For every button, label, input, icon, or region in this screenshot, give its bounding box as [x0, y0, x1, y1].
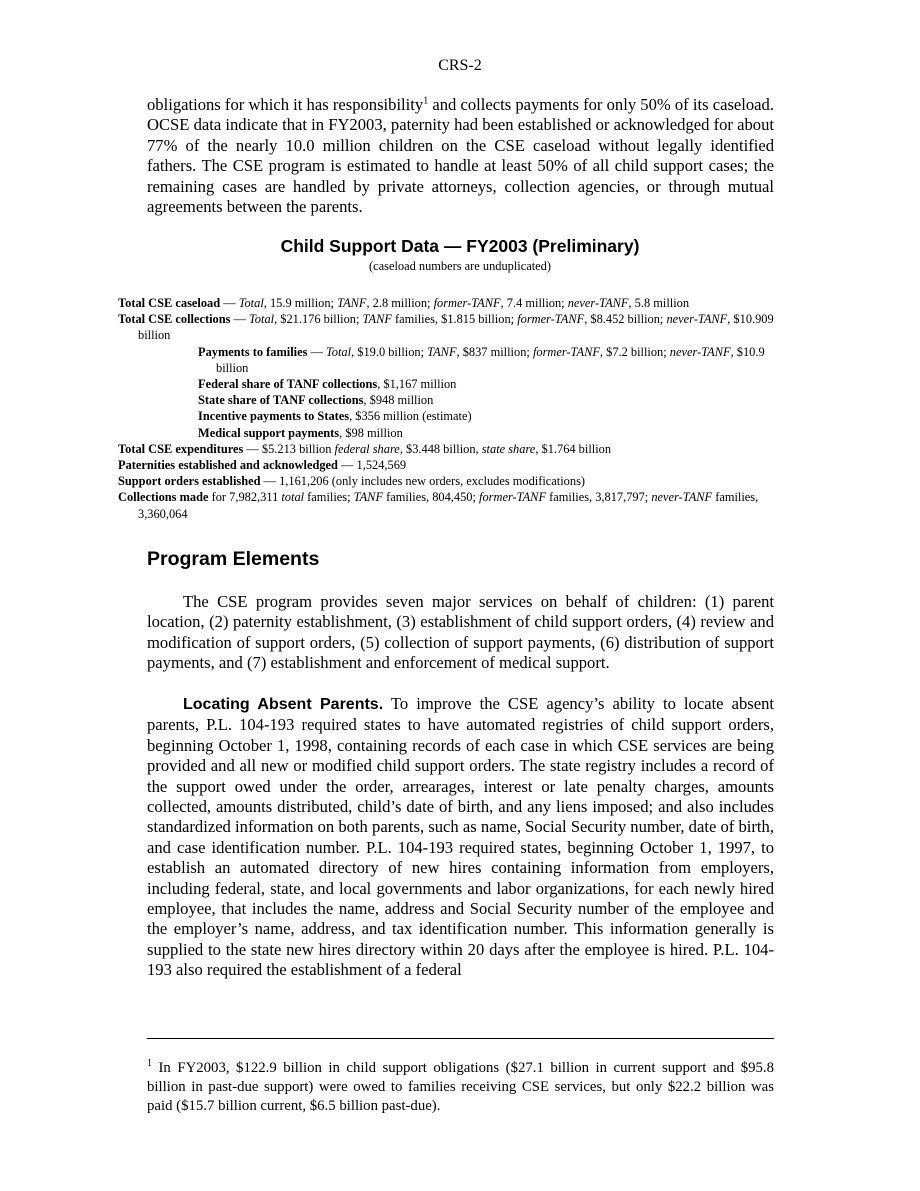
entry-text: , $7.2 billion;	[599, 344, 670, 359]
entry-text: families, 3,360,064	[138, 490, 759, 521]
data-box-title: Child Support Data — FY2003 (Preliminary)	[280, 236, 640, 256]
state-share-entry	[118, 392, 778, 408]
entry-label: Total CSE expenditures	[118, 441, 244, 456]
entry-term: never-TANF	[666, 312, 728, 327]
entry-text: , $1.764 billion	[535, 441, 612, 456]
entry-label: Support orders established	[118, 474, 261, 489]
entry-text: , $10.909 billion	[138, 312, 774, 343]
footnote	[147, 1059, 774, 1116]
incentive-payments-entry	[118, 408, 778, 424]
entry-text: for 7,982,311	[208, 490, 282, 505]
footnote-marker: 1	[147, 1058, 152, 1070]
intro-paragraph	[147, 95, 774, 217]
entry-term: Total	[249, 312, 275, 327]
entry-text: families, 3,817,797;	[546, 490, 652, 505]
run-in-heading: Locating Absent Parents.	[183, 696, 384, 713]
entry-label: Medical support payments	[198, 425, 340, 440]
entry-text: , 7.4 million;	[500, 296, 568, 310]
entry-text: , 15.9 million;	[263, 296, 338, 310]
entry-term: federal share	[334, 441, 400, 456]
entry-term: total	[281, 490, 305, 505]
footnote-reference[interactable]: 1	[423, 95, 429, 107]
entry-value: , $356 million (estimate)	[349, 409, 472, 424]
page-number: CRS-2	[438, 57, 482, 74]
entry-text: —	[307, 344, 327, 359]
entry-label: Incentive payments to States	[198, 409, 350, 424]
data-box-subtitle: (caseload numbers are unduplicated)	[369, 259, 551, 273]
entry-label: State share of TANF collections	[198, 393, 364, 408]
entry-term: Total	[238, 296, 264, 310]
program-elements-paragraph: The CSE program provides seven major services on behalf of children: (1) parent location, (2) paternity establishment, (3) establishment of child support orders, (4) review and modification of support orders, (5) collection of support payments, (6) distribution of support payments, and (7) establishment and enforcement of medical support.	[147, 592, 774, 673]
entry-term: never-TANF	[669, 344, 731, 359]
entry-label: Total CSE collections	[118, 312, 231, 327]
footnote-text: In FY2003, $122.9 billion in child support obligations ($27.1 billion in current support and $95.8 billion in past-due support) were owed to families receiving CSE services, but only $22.2 billion was paid ($15.7 billion current, $6.5 billion past-due).	[147, 1060, 774, 1114]
entry-value: , $98 million	[339, 425, 403, 440]
entry-text: —	[220, 296, 239, 310]
intro-text-b: and collects payments for only 50% of its caseload. OCSE data indicate that in FY2003, paternity had been established or acknowledged for about 77% of the nearly 10.0 million children on the CSE caseload without legally identified fathers. The CSE program is estimated to handle at least 50% of all child support cases; the remaining cases are handled by private attorneys, collection agencies, or through mutual agreements between the parents.	[147, 95, 774, 217]
entry-term: TANF	[353, 490, 384, 505]
locating-parents-paragraph	[147, 694, 774, 981]
collections-entry	[118, 311, 778, 343]
entry-term: TANF	[337, 296, 367, 310]
entry-value: — 1,524,569	[337, 458, 407, 473]
entry-text: , $10.9 billion	[216, 344, 765, 375]
section-heading: Program Elements	[147, 548, 320, 570]
support-orders-entry	[118, 473, 778, 489]
entry-term: TANF	[427, 344, 457, 359]
entry-value: , $1,167 million	[377, 377, 457, 392]
entry-text: —	[230, 312, 250, 327]
entry-text: , $8.452 billion;	[584, 312, 667, 327]
entry-text: , $19.0 billion;	[351, 344, 428, 359]
entry-text: , 2.8 million;	[366, 296, 434, 310]
federal-share-entry	[118, 376, 778, 392]
payments-to-families-entry	[118, 344, 778, 376]
entry-term: former-TANF	[532, 344, 600, 359]
entry-text: families;	[304, 490, 354, 505]
child-support-data-list	[118, 295, 778, 522]
entry-value: — 1,161,206 (only includes new orders, excludes modifications)	[260, 474, 586, 489]
entry-term: state share	[481, 441, 536, 456]
entry-text: families, $1.815 billion;	[391, 312, 518, 327]
paternities-entry	[118, 457, 778, 473]
entry-text: , 5.8 million	[628, 296, 690, 310]
entry-term: TANF	[362, 312, 392, 327]
entry-label: Payments to families	[198, 344, 308, 359]
entry-term: Total	[326, 344, 352, 359]
entry-term: former-TANF	[433, 296, 501, 310]
entry-text: , $3.448 billion,	[399, 441, 482, 456]
entry-term: former-TANF	[517, 312, 585, 327]
entry-text: , $21.176 billion;	[274, 312, 363, 327]
footnote-divider	[147, 1038, 774, 1039]
medical-support-entry	[118, 425, 778, 441]
entry-label: Total CSE caseload	[118, 296, 221, 310]
entry-label: Collections made	[118, 490, 209, 505]
entry-text: families, 804,450;	[383, 490, 480, 505]
entry-value: , $948 million	[363, 393, 434, 408]
entry-term: never-TANF	[651, 490, 713, 505]
expenditures-entry	[118, 441, 778, 457]
entry-text: , $837 million;	[456, 344, 533, 359]
intro-text-a: obligations for which it has responsibility	[147, 95, 424, 114]
entry-label: Paternities established and acknowledged	[118, 458, 338, 473]
entry-term: never-TANF	[567, 296, 629, 310]
entry-label: Federal share of TANF collections	[198, 377, 378, 392]
entry-text: — $5.213 billion	[243, 441, 335, 456]
entry-term: former-TANF	[479, 490, 547, 505]
caseload-entry	[118, 295, 778, 311]
collections-made-entry	[118, 489, 778, 521]
locating-parents-text: To improve the CSE agency’s ability to locate absent parents, P.L. 104-193 required states to have automated registries of child support orders, beginning October 1, 1998, containing records of each case in which CSE services are being provided and all new or modified child support orders. The state registry includes a record of the support owed under the order, arrearages, interest or late penalty charges, amounts collected, amounts distributed, child’s date of birth, and any liens imposed; and also includes standardized information on both parents, such as name, Social Security number, date of birth, and case identification number. P.L. 104-193 required states, beginning October 1, 1997, to establish an automated directory of new hires containing information from employers, including federal, state, and local governments and labor organizations, for each newly hired employee, that includes the name, address and Social Security number of the employee and the employer’s name, address, and tax identification number. This information generally is supplied to the state new hires directory within 20 days after the employee is hired. P.L. 104-193 also required the establishment of a federal	[147, 694, 774, 980]
